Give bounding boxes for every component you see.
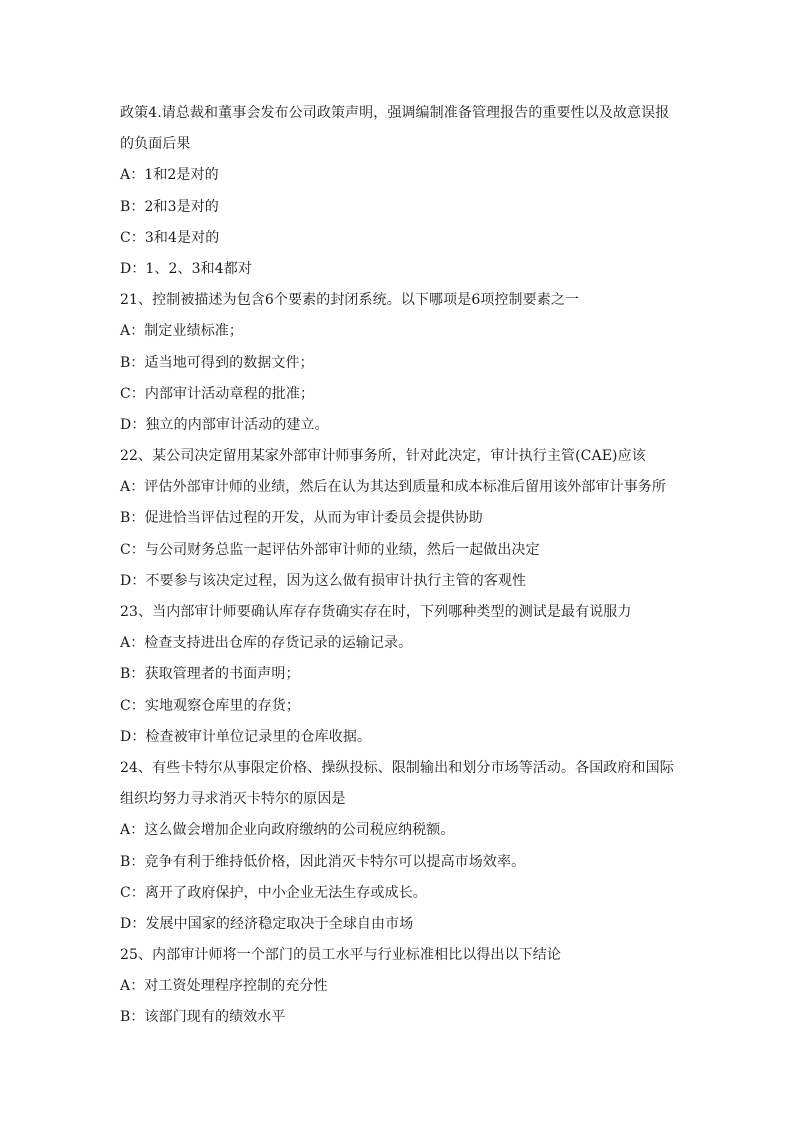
answer-option: B：竞争有利于维持低价格，因此消灭卡特尔可以提高市场效率。 xyxy=(120,853,526,870)
answer-option: C：实地观察仓库里的存货； xyxy=(120,697,301,714)
answer-option: A：检查支持进出仓库的存货记录的运输记录。 xyxy=(120,635,413,652)
answer-option: B：促进恰当评估过程的开发，从而为审计委员会提供协助 xyxy=(120,510,483,527)
question-23: 23、当内部审计师要确认库存存货确实存在时，下列哪种类型的测试是最有说服力 xyxy=(120,604,632,620)
answer-option: D：检查被审计单位记录里的仓库收据。 xyxy=(120,728,372,745)
answer-option: A：制定业绩标准； xyxy=(120,323,244,340)
question-21: 21、控制被描述为包含6个要素的封闭系统。以下哪项是6项控制要素之一 xyxy=(120,292,580,309)
answer-option: A：对工资处理程序控制的充分性 xyxy=(120,978,328,995)
question-22: 22、某公司决定留用某家外部审计师事务所，针对此决定，审计执行主管(CAE)应该 xyxy=(120,448,646,465)
text-line: 组织均努力寻求消灭卡特尔的原因是 xyxy=(120,791,346,808)
text-line: 政策4.请总裁和董事会发布公司政策声明，强调编制准备管理报告的重要性以及故意误报 xyxy=(120,105,670,121)
question-24: 24、有些卡特尔从事限定价格、操纵投标、限制输出和划分市场等活动。各国政府和国际 xyxy=(120,759,674,776)
answer-option: C：内部审计活动章程的批准； xyxy=(120,385,315,402)
answer-option: A：评估外部审计师的业绩，然后在认为其达到质量和成本标准后留用该外部审计事务所 xyxy=(120,479,667,496)
answer-option: A：这么做会增加企业向政府缴纳的公司税应纳税额。 xyxy=(120,822,455,839)
answer-option: B：获取管理者的书面声明； xyxy=(120,666,300,683)
answer-option: D：1、2、3和4都对 xyxy=(120,260,252,277)
answer-option: C：与公司财务总监一起评估外部审计师的业绩，然后一起做出决定 xyxy=(120,541,540,558)
answer-option: D：不要参与该决定过程，因为这么做有损审计执行主管的客观性 xyxy=(120,572,527,589)
document-body xyxy=(120,98,680,1034)
answer-option: B：适当地可得到的数据文件； xyxy=(120,354,314,371)
answer-option: C：3和4是对的 xyxy=(120,229,220,246)
answer-option: A：1和2是对的 xyxy=(120,167,219,184)
answer-option: C：离开了政府保护，中小企业无法生存或成长。 xyxy=(120,884,427,901)
answer-option: B：2和3是对的 xyxy=(120,198,219,215)
answer-option: D：发展中国家的经济稳定取决于全球自由市场 xyxy=(120,915,414,932)
answer-option: D：独立的内部审计活动的建立。 xyxy=(120,416,329,433)
text-line: 的负面后果 xyxy=(120,136,191,153)
question-25: 25、内部审计师将一个部门的员工水平与行业标准相比以得出以下结论 xyxy=(120,947,562,964)
answer-option: B：该部门现有的绩效水平 xyxy=(120,1009,286,1026)
